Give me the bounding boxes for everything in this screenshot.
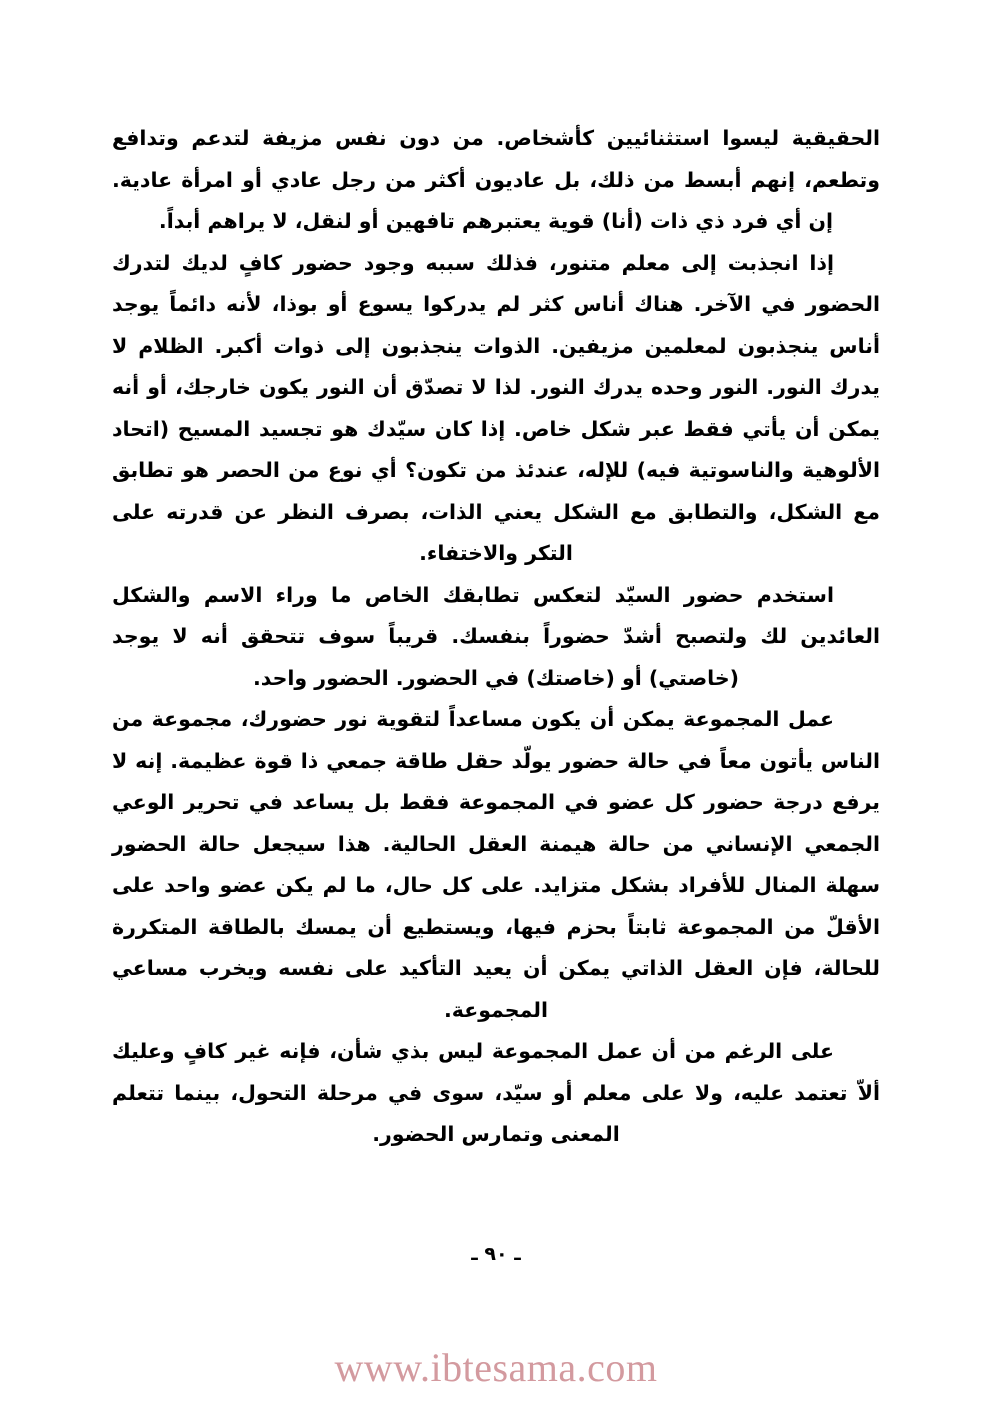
site-watermark: www.ibtesama.com [334,1345,658,1390]
page-body [112,118,880,1156]
paragraph-4: عمل المجموعة يمكن أن يكون مساعداً لتقوية نور حضورك، مجموعة من الناس يأتون معاً في حالة حضور يولّد حقل طاقة جمعي ذا قوة عظيمة. إنه لا يرفع درجة حضور كل عضو في المجموعة فقط بل يساعد في تحرير الوعي الجمعي الإنساني من حالة هيمنة العقل الحالية. هذا سيجعل حالة الحضور سهلة المنال للأفراد بشكل متزايد. على كل حال، ما لم يكن عضو واحد على الأقلّ من المجموعة ثابتاً بحزم فيها، ويستطيع أن يمسك بالطاقة المتكررة للحالة، فإن العقل الذاتي يمكن أن يعيد التأكيد على نفسه ويخرب مساعي المجموعة. [112,707,880,1022]
paragraph-2: إذا انجذبت إلى معلم متنور، فذلك سببه وجود حضور كافٍ لديك لتدرك الحضور في الآخر. هناك أناس كثر لم يدركوا يسوع أو بوذا، لأنه دائماً يوجد أناس ينجذبون لمعلمين مزيفين. الذوات ينجذبون إلى ذوات أكبر. الظلام لا يدرك النور. النور وحده يدرك النور. لذا لا تصدّق أن النور يكون خارجك، أو أنه يمكن أن يأتي فقط عبر شكل خاص. إذا كان سيّدك هو تجسيد المسيح (اتحاد الألوهية والناسوتية فيه) للإله، عندئذ من تكون؟ أي نوع من الحصر هو تطابق مع الشكل، والتطابق مع الشكل يعني الذات، بصرف النظر عن قدرته على التكر والاختفاء. [112,250,880,565]
paragraph-1: الحقيقية ليسوا استثنائيين كأشخاص. من دون نفس مزيفة لتدعم وتدافع وتطعم، إنهم أبسط من ذلك، بل عاديون أكثر من رجل عادي أو امرأة عادية. إن أي فرد ذي ذات (أنا) قوية يعتبرهم تافهين أو لنقل، لا يراهم أبداً. [112,126,880,233]
paragraph-3: استخدم حضور السيّد لتعكس تطابقك الخاص ما وراء الاسم والشكل العائدين لك ولتصبح أشدّ حضوراً بنفسك. قريباً سوف تتحقق أنه لا يوجد (خاصتي) أو (خاصتك) في الحضور. الحضور واحد. [112,582,880,690]
paragraph-5: على الرغم من أن عمل المجموعة ليس بذي شأن، فإنه غير كافٍ وعليك ألاّ تعتمد عليه، ولا على معلم أو سيّد، سوى في مرحلة التحول، بينما تتعلم المعنى وتمارس الحضور. [112,1039,880,1146]
page-number: ـ ٩٠ ـ [471,1243,521,1265]
